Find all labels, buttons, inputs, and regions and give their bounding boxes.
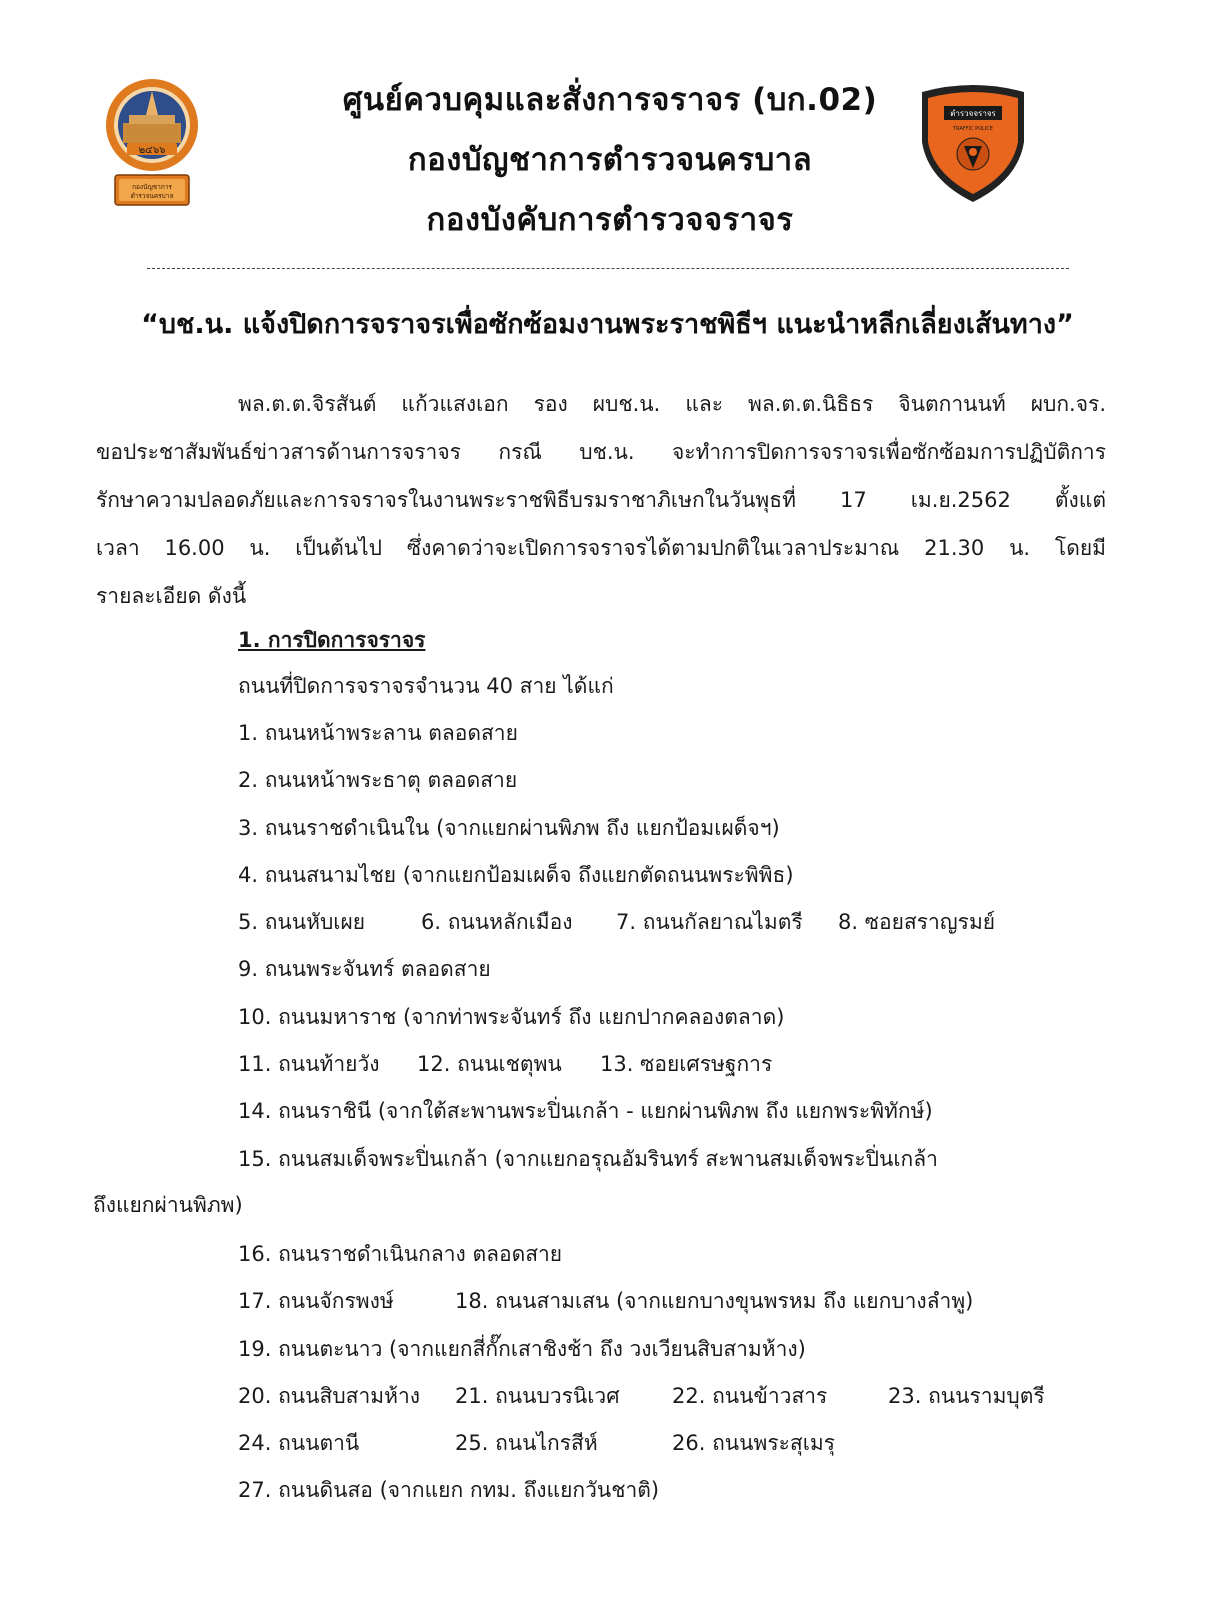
list-item — [238, 1470, 1138, 1517]
intro-paragraph — [96, 380, 1106, 620]
metropolitan-police-seal-icon — [103, 77, 201, 209]
road-item: 14. ถนนราชินี (จากใต้สะพานพระปิ่นเกล้า - แยกผ่านพิภพ ถึง แยกพระพิทักษ์) — [238, 1099, 933, 1124]
intro-line: รายละเอียด ดังนี้ — [96, 584, 247, 608]
closed-roads-list-continued — [238, 1234, 1138, 1518]
list-item — [238, 713, 1138, 760]
list-item — [238, 1091, 1138, 1138]
road-item: 23. ถนนรามบุตรี — [888, 1383, 1045, 1408]
seal-numeral: ๒๔๖๖ — [138, 145, 166, 156]
svg-text:ตำรวจจราจร: ตำรวจจราจร — [950, 109, 996, 118]
list-item — [238, 1423, 1138, 1470]
road-item: 7. ถนนกัลยาณไมตรี — [616, 910, 803, 935]
list-item — [238, 855, 1138, 902]
org-line-command: กองบัญชาการตำรวจนครบาล — [407, 142, 813, 178]
headline: “บช.น. แจ้งปิดการจราจรเพื่อซักซ้อมงานพระราชพิธีฯ แนะนำหลีกเลี่ยงเส้นทาง” — [141, 309, 1074, 340]
intro-line: เวลา 16.00 น. เป็นต้นไป ซึ่งคาดว่าจะเปิดการจราจรได้ตามปกติในเวลาประมาณ 21.30 น. โดยมี — [96, 536, 1106, 560]
road-item: 8. ซอยสราญรมย์ — [838, 910, 996, 935]
organization-title — [250, 70, 970, 250]
closed-roads-list — [238, 713, 1138, 1186]
road-item: 21. ถนนบวรนิเวศ — [455, 1383, 620, 1408]
svg-text:ตำรวจนครบาล: ตำรวจนครบาล — [130, 192, 174, 200]
intro-line: พล.ต.ต.จิรสันต์ แก้วแสงเอก รอง ผบช.น. และ พล.ต.ต.นิธิธร จินตกานนท์ ผบก.จร. — [238, 392, 1106, 416]
list-item — [238, 760, 1138, 807]
road-item: 18. ถนนสามเสน (จากแยกบางขุนพรหม ถึง แยกบางลำพู) — [455, 1289, 974, 1314]
road-item: 11. ถนนท้ายวัง — [238, 1052, 380, 1077]
road-item: 10. ถนนมหาราช (จากท่าพระจันทร์ ถึง แยกปากคลองตลาด) — [238, 1004, 785, 1029]
road-item: 12. ถนนเชตุพน — [417, 1052, 562, 1077]
org-line-center: ศูนย์ควบคุมและสั่งการจราจร (บก.02) — [342, 82, 878, 118]
road-item: 2. ถนนหน้าพระธาตุ ตลอดสาย — [238, 768, 518, 793]
traffic-police-shield-icon — [914, 82, 1032, 206]
list-item — [238, 902, 1138, 949]
road-item: 24. ถนนตานี — [238, 1431, 360, 1456]
road-item: 17. ถนนจักรพงษ์ — [238, 1289, 394, 1314]
road-item: 20. ถนนสิบสามห้าง — [238, 1383, 420, 1408]
intro-line: ขอประชาสัมพันธ์ข่าวสารด้านการจราจร กรณี บช.น. จะทำการปิดการจราจรเพื่อซักซ้อมการปฏิบัติการ — [96, 440, 1106, 464]
svg-text:กองบัญชาการ: กองบัญชาการ — [132, 183, 172, 191]
list-item — [238, 1139, 1138, 1186]
road-item: 13. ซอยเศรษฐการ — [600, 1052, 773, 1077]
list-item — [238, 808, 1138, 855]
org-line-division: กองบังคับการตำรวจจราจร — [426, 202, 794, 238]
road-item: 1. ถนนหน้าพระลาน ตลอดสาย — [238, 721, 518, 745]
road-item-continuation: ถึงแยกผ่านพิภพ) — [93, 1193, 243, 1217]
road-item: 27. ถนนดินสอ (จากแยก กทม. ถึงแยกวันชาติ) — [238, 1478, 660, 1503]
list-item — [238, 1044, 1138, 1091]
road-item: 4. ถนนสนามไชย (จากแยกป้อมเผด็จ ถึงแยกตัดถนนพระพิพิธ) — [238, 862, 794, 887]
section-title: 1. การปิดการจราจร — [238, 628, 426, 652]
roads-intro: ถนนที่ปิดการจราจรจำนวน 40 สาย ได้แก่ — [238, 674, 614, 698]
road-item: 19. ถนนตะนาว (จากแยกสี่กั๊กเสาชิงช้า ถึง วงเวียนสิบสามห้าง) — [238, 1336, 806, 1361]
road-item: 6. ถนนหลักเมือง — [421, 910, 573, 935]
list-item — [238, 1234, 1138, 1281]
road-item: 16. ถนนราชดำเนินกลาง ตลอดสาย — [238, 1242, 563, 1266]
road-item: 22. ถนนข้าวสาร — [672, 1383, 828, 1408]
road-item: 25. ถนนไกรสีห์ — [455, 1431, 598, 1456]
list-item — [238, 997, 1138, 1044]
svg-text:TRAFFIC POLICE: TRAFFIC POLICE — [953, 126, 993, 132]
list-item — [238, 949, 1138, 996]
list-item — [238, 1376, 1138, 1423]
road-item: 26. ถนนพระสุเมรุ — [672, 1431, 836, 1456]
road-item: 5. ถนนหับเผย — [238, 910, 366, 935]
road-item: 3. ถนนราชดำเนินใน (จากแยกผ่านพิภพ ถึง แยกป้อมเผด็จฯ) — [238, 815, 780, 840]
intro-line: รักษาความปลอดภัยและการจราจรในงานพระราชพิธีบรมราชาภิเษกในวันพุธที่ 17 เม.ย.2562 ตั้งแต่ — [96, 488, 1106, 512]
list-item — [238, 1281, 1138, 1328]
road-item: 9. ถนนพระจันทร์ ตลอดสาย — [238, 957, 491, 982]
header-divider — [147, 268, 1069, 269]
road-item: 15. ถนนสมเด็จพระปิ่นเกล้า (จากแยกอรุณอัมรินทร์ สะพานสมเด็จพระปิ่นเกล้า — [238, 1146, 938, 1171]
list-item — [238, 1329, 1138, 1376]
